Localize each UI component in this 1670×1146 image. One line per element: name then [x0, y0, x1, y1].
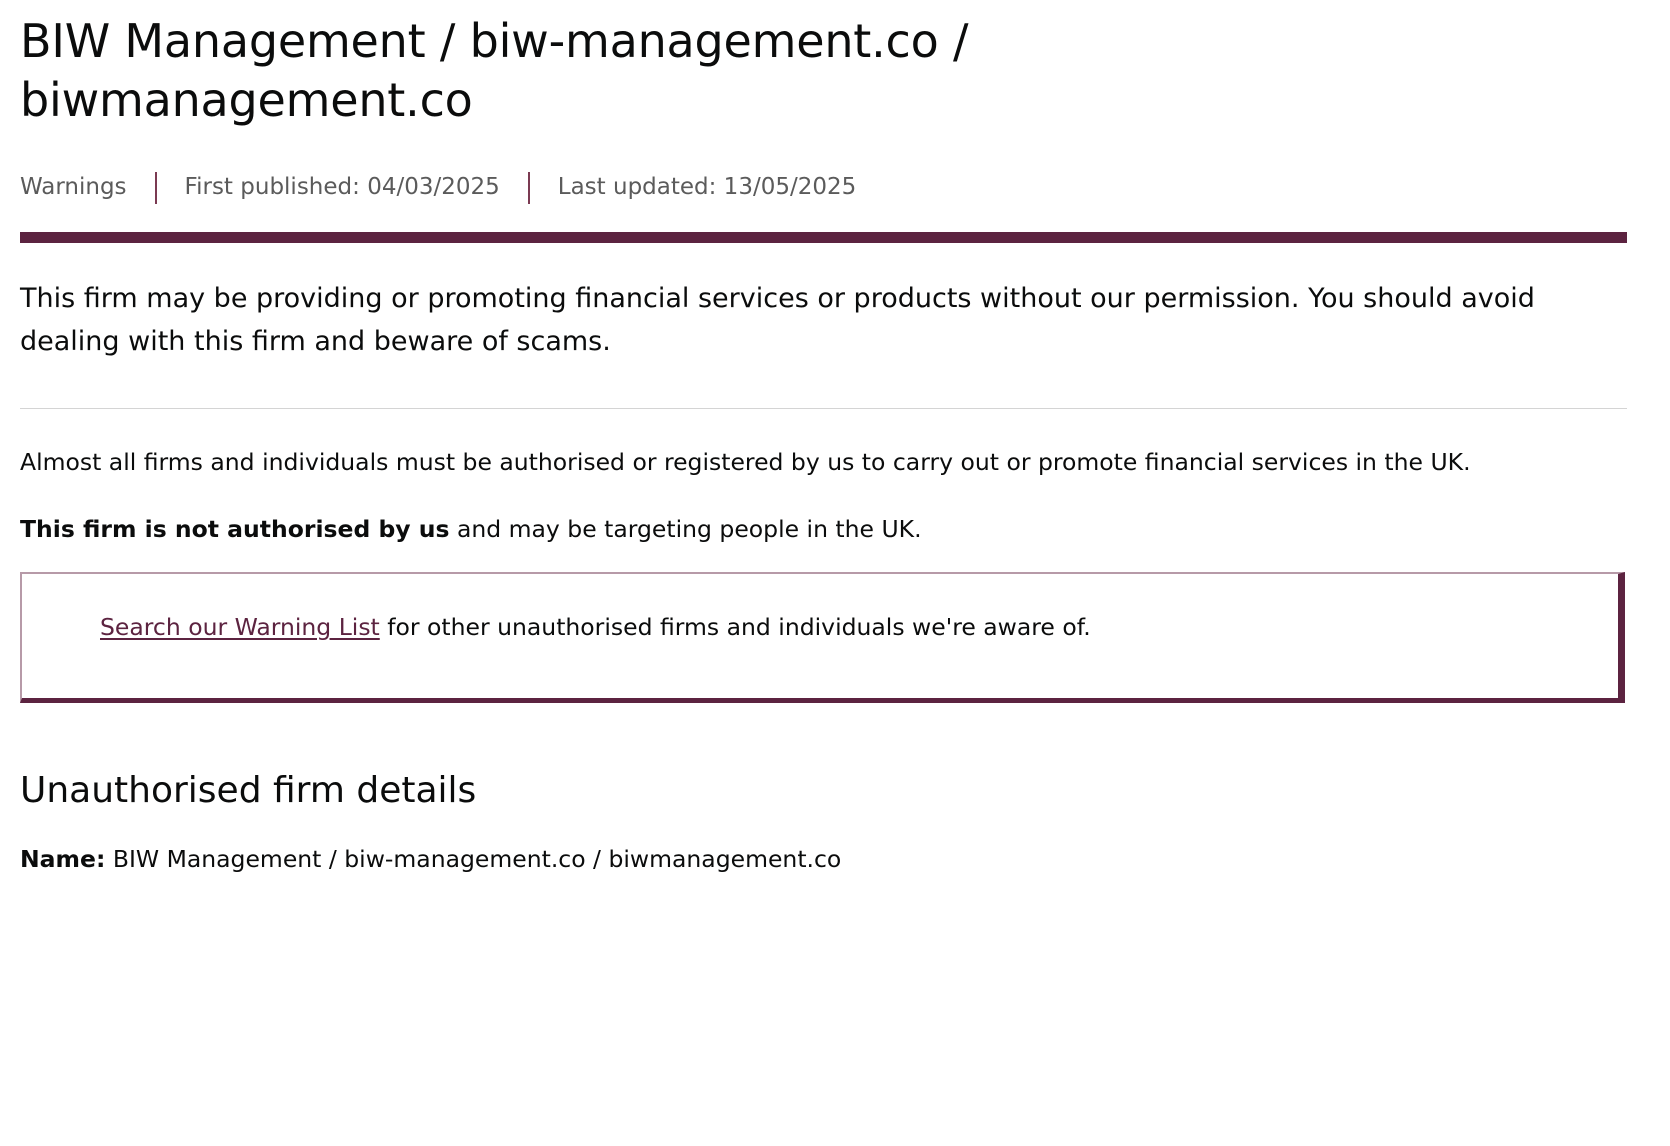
page-title: BIW Management / biw-management.co / biwmanagement.co [20, 14, 969, 127]
warning-article [0, 12, 1670, 877]
accent-rule [20, 232, 1627, 243]
meta-divider-1 [155, 172, 157, 204]
not-authorised-rest: and may be targeting people in the UK. [449, 514, 922, 543]
warning-list-callout [20, 572, 1625, 702]
search-warning-list-link[interactable]: Search our Warning List [100, 613, 380, 642]
body-paragraph-2 [20, 510, 1580, 549]
meta-category: Warnings [20, 174, 127, 201]
meta-last-updated: Last updated: 13/05/2025 [557, 174, 857, 201]
lede-paragraph: This firm may be providing or promoting financial services or products without our permission. You should avoid dealing with this firm and beware of scams. [20, 282, 1535, 358]
firm-name-line [20, 842, 1650, 877]
callout-text [100, 610, 1578, 645]
not-authorised-emphasis: This firm is not authorised by us [20, 514, 450, 543]
firm-name-label: Name: [20, 844, 106, 873]
article-meta [20, 172, 1650, 204]
section-divider [20, 408, 1627, 409]
firm-name-value: BIW Management / biw-management.co / biwmanagement.co [105, 844, 842, 873]
meta-divider-2 [528, 172, 530, 204]
body-paragraph-1: Almost all firms and individuals must be authorised or registered by us to carry out or promote financial services in the UK. [20, 448, 1471, 477]
callout-rest-text: for other unauthorised firms and individuals we're aware of. [379, 613, 1091, 642]
section-heading-unauthorised-firm-details: Unauthorised firm details [20, 769, 477, 811]
meta-first-published: First published: 04/03/2025 [184, 174, 500, 201]
